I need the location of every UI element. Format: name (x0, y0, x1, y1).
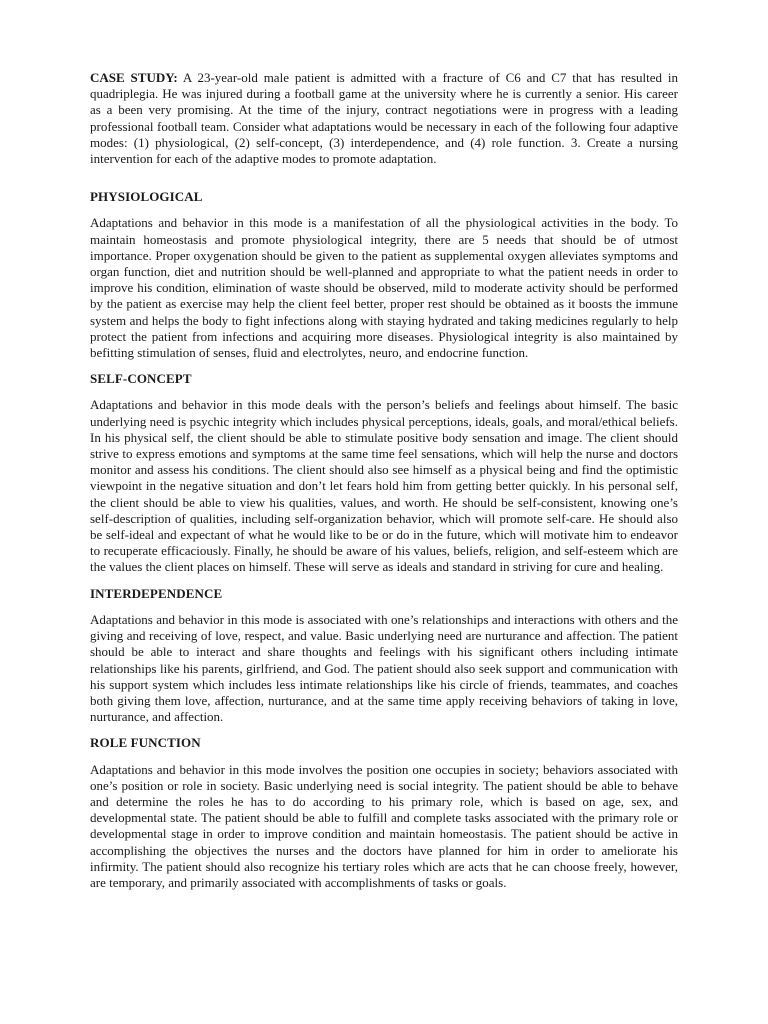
document-page (90, 70, 678, 891)
case-study-paragraph (90, 70, 678, 167)
heading-physiological: PHYSIOLOGICAL (90, 189, 203, 205)
heading-self-concept: SELF-CONCEPT (90, 371, 192, 387)
paragraph-role-function: Adaptations and behavior in this mode involves the position one occupies in society; behaviors associated with one’s position or role in society. Basic underlying need is social integrity. The patient should be able to behave and determine the roles he has to do according to his primary role, which is based on age, sex, and developmental state. The patient should be able to fulfill and complete tasks associated with the primary role or developmental stage in order to improve condition and maintain homeostasis. The patient should be active in accomplishing the objectives the nurses and the doctors have planned for him in order to ameliorate his infirmity. The patient should also recognize his tertiary roles which are acts that he can choose freely, however, are temporary, and primarily associated with accomplishments of tasks or goals. (90, 761, 678, 890)
paragraph-interdependence: Adaptations and behavior in this mode is associated with one’s relationships and interactions with others and the giving and receiving of love, respect, and value. Basic underlying need are nurturance and affection. The patient should be able to interact and share thoughts and feelings with his significant others including intimate relationships like his parents, girlfriend, and God. The patient should also seek support and communication with his support system which includes less intimate relationships like his circle of friends, teammates, and coaches both giving them love, affection, nurturance, and at the same time apply receiving behaviors of taking in love, nurturance, and affection. (90, 611, 678, 725)
heading-role-function: ROLE FUNCTION (90, 735, 201, 751)
paragraph-self-concept: Adaptations and behavior in this mode deals with the person’s beliefs and feelings about himself. The basic underlying need is psychic integrity which includes physical perceptions, ideals, goals, and moral/ethical beliefs. In his physical self, the client should be able to stimulate positive body sensation and image. The client should strive to express emotions and symptoms at the same time feel sensations, which will help the nurse and doctors monitor and assess his conditions. The client should also see himself as a physical being and find the optimistic viewpoint in the negative situation and don’t let fears hold him from getting better quickly. In his personal self, the client should be able to view his qualities, values, and worth. He should be self-consistent, knowing one’s self-description of qualities, including self-organization behavior, which will promote self-care. He should also be self-ideal and expectant of what he would like to be or do in the future, which will motivate him to endeavor to recuperate efficaciously. Finally, he should be aware of his values, beliefs, religion, and self-esteem which are the values the client places on himself. These will serve as ideals and standard in striving for cure and healing. (90, 397, 678, 575)
heading-interdependence: INTERDEPENDENCE (90, 585, 223, 601)
paragraph-physiological: Adaptations and behavior in this mode is a manifestation of all the physiological activities in the body. To maintain homeostasis and promote physiological integrity, there are 5 needs that should be of utmost importance. Proper oxygenation should be given to the patient as supplemental oxygen alleviates symptoms and organ function, diet and nutrition should be well-planned and appropriate to what the patient needs in order to improve his condition, elimination of waste should be observed, mild to moderate activity should be performed by the patient as exercise may help the client feel better, proper rest should be obtained as it boosts the immune system and helps the body to fight infections along with staying hydrated and taking medicines regularly to help protect the patient from infections and acquiring more diseases. Physiological integrity is also maintained by befitting stimulation of senses, fluid and electrolytes, neuro, and endocrine function. (90, 215, 678, 361)
case-study-label: CASE STUDY: (90, 70, 178, 85)
case-study-text: A 23-year-old male patient is admitted with a fracture of C6 and C7 that has resulted in quadriplegia. He was injured during a football game at the university where he is currently a senior. His career as a been very promising. At the time of the injury, contract negotiations were in progress with a leading professional football team. Consider what adaptations would be necessary in each of the following four adaptive modes: (1) physiological, (2) self-concept, (3) interdependence, and (4) role function. 3. Create a nursing intervention for each of the adaptive modes to promote adaptation. (90, 70, 678, 167)
